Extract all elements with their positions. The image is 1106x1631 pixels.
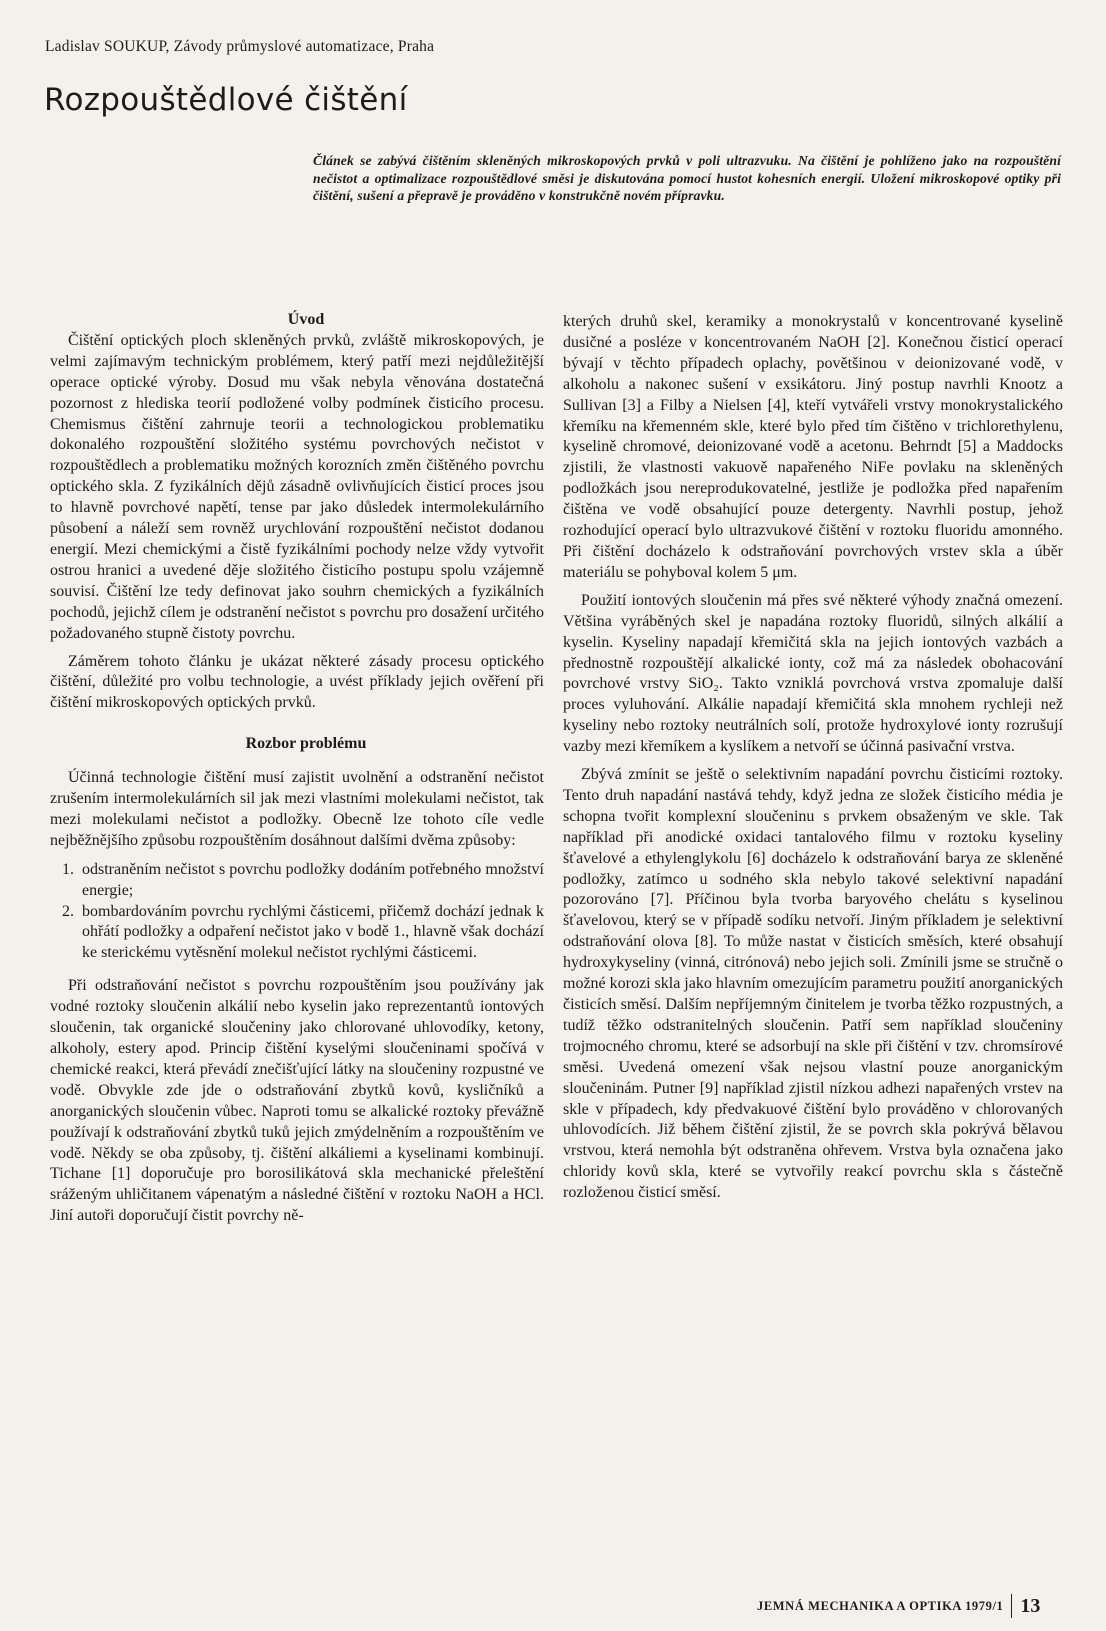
- footer-divider: [1011, 1594, 1012, 1618]
- list-item: 1. odstraněním nečistot s povrchu podložky dodáním potřebného množství energie;: [78, 860, 544, 902]
- section-heading-analysis: Rozbor problému: [245, 735, 367, 753]
- analysis-paragraph-1: Účinná technologie čištění musí zajistit uvolnění a odstranění nečistot zrušením intermolekulárních sil jak mezi vlastními molekulami nečistot, tak mezi molekulami nečistot a podložky. Obecně lze tohoto cíle vedle nejběžnějšího způsobu rozpouštěním dosáhnout dalšími dvěma způsoby:: [50, 769, 544, 849]
- intro-paragraph-2: Záměrem tohoto článku je ukázat některé zásady procesu optického čištění, důležité pro volbu technologie, a uvést příklady jejich ověření při čištění mikroskopových optických prvků.: [50, 652, 544, 712]
- right-column: [563, 312, 1063, 1204]
- article-title: Rozpouštědlové čištění: [44, 82, 408, 118]
- page-number: 13: [1020, 1594, 1041, 1617]
- right-paragraph-1: kterých druhů skel, keramiky a monokrystalů v koncentrované kyselině dusičné a posléze v koncentrovaném NaOH [2]. Konečnou čisticí operací bývají v těchto případech oplachy, povětšinou v deionizované vodě, v alkoholu a nakonec sušení v exsikátoru. Jiný postup navrhli Knootz a Sullivan [3] a Filby a Nielsen [4], kteří vytvářeli vrstvy monokrystalického křemíku na křemenném skle, které bylo před tím čištěno v trichlorethylenu, kyselině chromové, deionizované vodě a acetonu. Behrndt [5] a Maddocks zjistili, že vlastnosti vakuově napařeného NiFe povlaku na skleněných podložkách jsou nereprodukovatelné, jestliže je podložka před napařením čištěna ve vodě obsahující pouze detergenty. Navrhli postup, jehož rozhodující operací bylo ultrazvukové čištění v roztoku fluoridu amonného. Při čištění docházelo k odstraňování povrchových vrstev skla a úběr materiálu se pohyboval kolem 5 μm.: [563, 313, 1063, 581]
- right-paragraph-3: Zbývá zmínit se ještě o selektivním napadání povrchu čisticími roztoky. Tento druh napadání nastává tehdy, když jedna ze složek čisticího média je schopna tvořit komplexní sloučeninu s prvkem obsaženým ve skle. Tak například při anodické oxidaci tantalového filmu v roztoku kyseliny šťavelové a ethylenglykolu [6] docházelo k odstraňování barya ze skleněné podložky, zatímco u sodného skla nebylo takové selektivní napadání pozorováno [7]. Příčinou byla tvorba baryového chelátu s kyselinou šťavelovou, který se v případě sodíku netvoří. Jiným příkladem je selektivní odstraňování olova [8]. To může nastat v čisticích směsích, které obsahují hydroxykyseliny (vinná, citrónová) nebo jejich soli. Zmínili jsme se stručně o možné korozi skla jako hlavním omezujícím parametru použití anorganických čisticích směsí. Dalším nepříjemným činitelem je tvorba těžko rozpustných, a tudíž těžko odstranitelných sloučenin. Patří sem například sloučeniny trojmocného chromu, které se adsorbují na skle při čištění v tzv. chromsírové směsi. Uvedená omezení však nejsou vlastní pouze anorganickým sloučeninám. Putner [9] například zjistil nízkou adhezi napařených vrstev na skle v případech, kdy předvakuové čištění bylo prováděno v chlorovaných uhlovodících. Již během čištění zjistil, že se povrch skla pokrývá bělavou vrstvou, která nemohla být odstraněna ohřevem. Vrstva byla označena jako chloridy kovů skla, které se vytvořily reakcí povrchu skla s částečně rozloženou čisticí směsí.: [563, 766, 1063, 1202]
- intro-paragraph-1: Čištění optických ploch skleněných prvků, zvláště mikroskopových, je velmi zajímavým technickým problémem, který patří mezi nejdůležitější operace optické výroby. Dosud mu však nebyla věnována dostatečná pozornost z hlediska teorií podložené volby podmínek čisticího procesu. Chemismus čištění zahrnuje teorii a technologickou problematiku dokonalého rozpouštění složitého systému povrchových nečistot v rozpouštědlech a problematiku možných korozních změn čištěného povrchu optického skla. Z fyzikálních dějů zásadně ovlivňujících čisticí proces jsou to hlavně povrchové napětí, tense par jako důsledek intermolekulárního působení a náleží sem rovněž urychlování rozpouštění nečistot dodanou energií. Mezi chemickými a čistě fyzikálními pochody nelze vždy vytvořit ostrou hranici a uvedené děje složitého čisticího postupu spolu vzájemně souvisí. Čištění lze tedy definovat jako souhrn chemických a fyzikálních pochodů, jejichž cílem je odstranění nečistot s povrchu pro dosažení určitého požadovaného stupně čistoty povrchu.: [50, 331, 544, 642]
- analysis-paragraph-2: Při odstraňování nečistot s povrchu rozpouštěním jsou používány jak vodné roztoky sloučenin alkálií nebo kyselin jako reprezentantů iontových sloučenin, tak organické sloučeniny jako chlorované uhlovodíky, ketony, alkoholy, estery apod. Princip čištění kyselými sloučeninami spočívá v chemické reakci, která převádí znečišťující látky na sloučeniny rozpustné ve vodě. Obvykle zde jde o odstraňování zbytků kovů, kysličníků a anorganických sloučenin vůbec. Naproti tomu se alkalické roztoky převážně používají k odstraňování zbytků tuků jejich zmýdelněním a rozpouštěním ve vodě. Někdy se oba způsoby, tj. čištění alkáliemi a kyselinami kombinují. Tichane [1] doporučuje pro borosilikátová skla mechanické přeleštění sráženým uhličitanem vápenatým a následné čištění v roztoku NaOH a HCl. Jiní autoři doporučují čistit povrchy ně-: [50, 977, 544, 1225]
- left-column: [50, 310, 544, 1227]
- abstract: Článek se zabývá čištěním skleněných mikroskopových prvků v poli ultrazvuku. Na čištění je pohlíženo jako na rozpouštění nečistot a optimalizace rozpouštědlové směsi je diskutována pomocí hustot kohesních energií. Uložení mikroskopové optiky při čištění, sušení a přepravě je prováděno v konstrukčně novém přípravku.: [313, 153, 1061, 203]
- page-footer: [757, 1594, 1040, 1618]
- author-line: Ladislav SOUKUP, Závody průmyslové automatizace, Praha: [45, 38, 435, 55]
- numbered-list: [50, 860, 544, 965]
- section-heading-intro: Úvod: [287, 311, 325, 328]
- journal-name: JEMNÁ MECHANIKA A OPTIKA 1979/1: [757, 1598, 1004, 1613]
- list-item: 2. bombardováním povrchu rychlými částicemi, přičemž dochází jednak k ohřátí podložky a odpaření nečistot jako v bodě 1., hlavně však dochází ke sterickému vytěsnění molekul nečistot rychlými částicemi.: [78, 902, 544, 965]
- right-paragraph-2: Použití iontových sloučenin má přes své některé výhody značná omezení. Většina vyráběných skel je napadána roztoky fluoridů, silných alkálií a kyselin. Kyseliny napadají křemičitá skla na jejich iontových vazbách a přednostně rozpouštějí alkalické ionty, což má za následek obohacování povrchové vrstvy SiO₂. Takto vzniklá povrchová vrstva zpomaluje další proces vyluhování. Alkálie napadají křemičitá skla mnohem rychleji než kyseliny nebo roztoky neutrálních solí, protože hydroxylové ionty rozrušují vazby mezi křemíkem a kyslíkem a netvoří se účinná pasivační vrstva.: [563, 591, 1063, 756]
